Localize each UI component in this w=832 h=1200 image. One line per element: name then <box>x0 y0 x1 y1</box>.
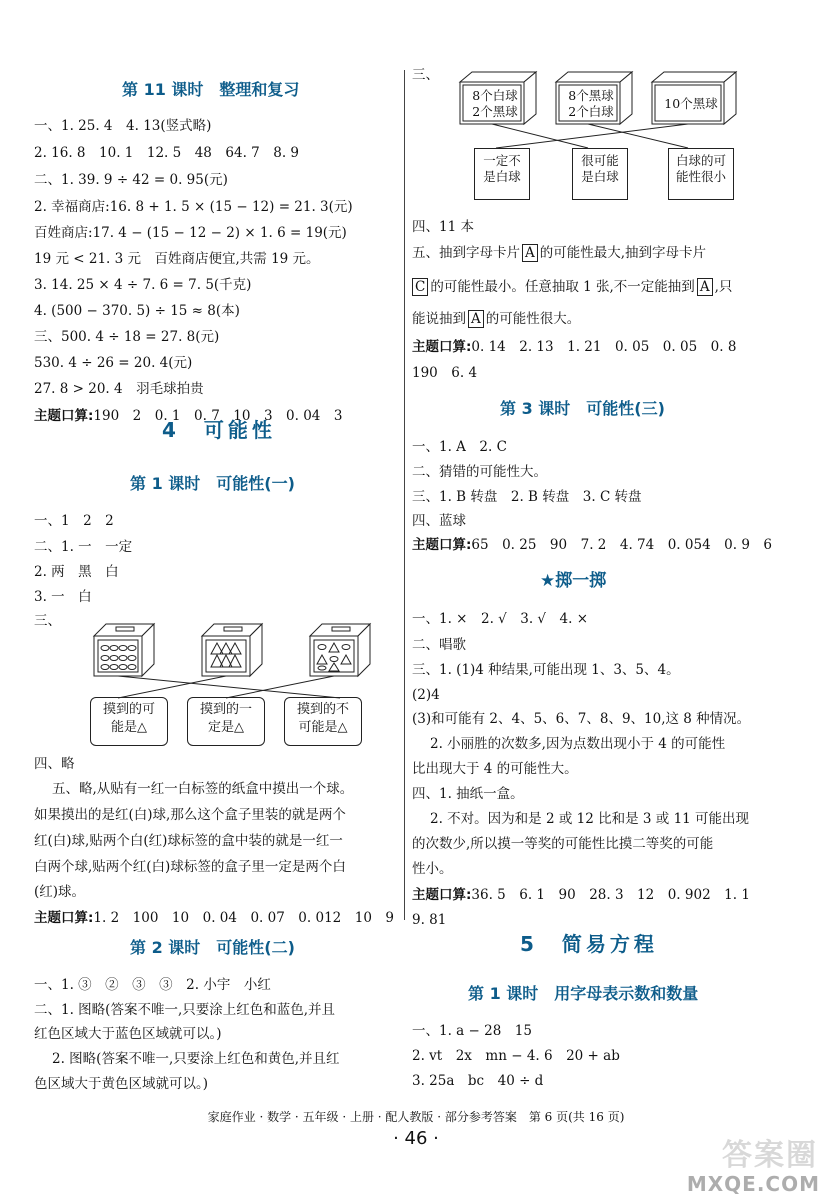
answer-line: 2. vt 2x mn − 4. 6 20 + ab <box>412 1048 620 1064</box>
answer-text: 五、抽到字母卡片 <box>412 245 520 261</box>
answer-line: 的次数少,所以摸一等奖的可能性比摸二等奖的可能 <box>412 836 714 852</box>
answer-line: 一、1. A 2. C <box>412 439 507 455</box>
answer-line: 如果摸出的是红(白)球,那么这个盒子里装的就是两个 <box>34 807 346 823</box>
answer-text: ,只 <box>714 279 733 295</box>
diagram-result-box: 白球的可 能性很小 <box>668 148 734 200</box>
answer-text: 的可能性最大,抽到字母卡片 <box>539 245 707 261</box>
oral-calc-label: 主题口算: <box>34 408 94 424</box>
answer-line: 一、1. × 2. √ 3. √ 4. × <box>412 611 589 627</box>
oral-calc-label: 主题口算: <box>34 910 94 926</box>
diagram-top-label: 8个黑球 2个白球 <box>568 88 614 119</box>
box-circles-icon <box>94 624 154 676</box>
answer-line: 530. 4 ÷ 26 = 20. 4(元) <box>34 355 193 371</box>
oral-calc-line <box>34 909 394 927</box>
chapter-4-heading: 4 可能性 <box>162 418 276 442</box>
answer-text: 的可能性最小。任意抽取 1 张,不一定能抽到 <box>430 279 695 295</box>
answer-line: 白两个球,贴两个红(白)球标签的盒子里一定是两个白 <box>34 859 346 875</box>
answer-line: 四、蓝球 <box>412 513 466 529</box>
answer-line: 二、猜错的可能性大。 <box>412 464 547 480</box>
answer-line: (红)球。 <box>34 884 86 900</box>
oral-calc-line: 190 6. 4 <box>412 365 478 381</box>
answer-line: 三、1. B 转盘 2. B 转盘 3. C 转盘 <box>412 489 642 505</box>
answer-line <box>412 310 580 328</box>
answer-line: 二、唱歌 <box>412 637 466 653</box>
oral-calc-line <box>412 886 750 904</box>
oral-calc-values: 36. 5 6. 1 90 28. 3 12 0. 902 1. 1 <box>471 887 750 903</box>
answer-line: 性小。 <box>412 861 453 877</box>
answer-line: 四、11 本 <box>412 219 474 235</box>
answer-line: 三、1. (1)4 种结果,可能出现 1、3、5、4。 <box>412 662 680 678</box>
answer-line: 27. 8 > 20. 4 羽毛球拍贵 <box>34 381 204 397</box>
answer-line <box>412 244 706 262</box>
answer-line: 4. (500 − 370. 5) ÷ 15 ≈ 8(本) <box>34 303 240 319</box>
answer-text: 能说抽到 <box>412 311 466 327</box>
page-number: · 46 · <box>393 1128 439 1149</box>
result-box: 摸到的一 定是△ <box>187 697 265 746</box>
answer-line: 3. 25a bc 40 ÷ d <box>412 1073 544 1089</box>
answer-text: 的可能性很大。 <box>485 311 581 327</box>
watermark-text: MXQE.COM <box>686 1172 820 1196</box>
answer-line <box>412 278 732 296</box>
answer-line: 一、1. ③ ② ③ ③ 2. 小宇 小红 <box>34 977 271 993</box>
letter-card-a: A <box>468 310 484 328</box>
oral-calc-label: 主题口算: <box>412 339 472 355</box>
diagram-result-box: 很可能 是白球 <box>572 148 628 200</box>
answer-line: 一、1. a − 28 15 <box>412 1023 532 1039</box>
oral-calc-line <box>412 338 736 356</box>
answer-line: 比出现大于 4 的可能性大。 <box>412 761 578 777</box>
box-triangles-icon <box>202 624 262 676</box>
lesson-5-1-heading: 第 1 课时 用字母表示数和数量 <box>468 984 699 1003</box>
box-mixed-shapes-icon <box>310 624 370 676</box>
throw-section-heading <box>540 566 606 591</box>
answer-line: 二、1. 39. 9 ÷ 42 = 0. 95(元) <box>34 172 228 188</box>
watermark-logo: 答案圈 <box>722 1138 818 1173</box>
diagram-top-label: 8个白球 2个黑球 <box>472 88 518 119</box>
lesson-2-heading: 第 2 课时 可能性(二) <box>130 938 295 957</box>
letter-card-a: A <box>697 278 713 296</box>
column-divider <box>404 70 405 920</box>
lesson-1-heading: 第 1 课时 可能性(一) <box>130 474 295 493</box>
oral-calc-line <box>412 536 772 554</box>
answer-line: 一、1. 25. 4 4. 13(竖式略) <box>34 118 212 134</box>
answer-line: 四、略 <box>34 756 75 772</box>
oral-calc-label: 主题口算: <box>412 887 472 903</box>
answer-line: 2. 图略(答案不唯一,只要涂上红色和黄色,并且红 <box>52 1051 340 1067</box>
lesson-11-heading: 第 11 课时 整理和复习 <box>122 80 300 99</box>
answer-line: 三、 <box>34 613 61 629</box>
answer-line: 2. 两 黑 白 <box>34 564 119 580</box>
page-footer: 家庭作业 · 数学 · 五年级 · 上册 · 配人教版 · 部分参考答案 第 6 页(共 16 页) <box>207 1110 625 1124</box>
diagram-top-label: 10个黑球 <box>664 96 718 111</box>
result-box: 摸到的不 可能是△ <box>284 697 362 746</box>
answer-line: 四、1. 抽纸一盒。 <box>412 786 524 802</box>
answer-line: 2. 小丽胜的次数多,因为点数出现小于 4 的可能性 <box>430 736 726 752</box>
star-icon: ★ <box>540 571 556 591</box>
oral-calc-values: 1. 2 100 10 0. 04 0. 07 0. 012 10 9 <box>93 910 395 926</box>
answer-line: 三、 <box>412 67 439 83</box>
diagram-result-box: 一定不 是白球 <box>474 148 530 200</box>
answer-line: 2. 不对。因为和是 2 或 12 比和是 3 或 11 可能出现 <box>430 811 750 827</box>
chapter-5-heading: 5 简易方程 <box>520 932 658 956</box>
answer-line: 一、1 2 2 <box>34 513 114 529</box>
oral-calc-values: 0. 14 2. 13 1. 21 0. 05 0. 05 0. 8 <box>471 339 737 355</box>
answer-line: 百姓商店:17. 4 − (15 − 12 − 2) × 1. 6 = 19(元) <box>34 225 347 241</box>
answer-line: 2. 16. 8 10. 1 12. 5 48 64. 7 8. 9 <box>34 145 300 161</box>
answer-line: 19 元 < 21. 3 元 百姓商店便宜,共需 19 元。 <box>34 251 320 267</box>
result-box: 摸到的可 能是△ <box>90 697 168 746</box>
throw-title: 掷一掷 <box>555 571 607 591</box>
oral-calc-line: 9. 81 <box>412 912 447 928</box>
answer-line: 五、略,从贴有一红一白标签的纸盒中摸出一个球。 <box>52 781 354 797</box>
answer-line: (2)4 <box>412 687 440 703</box>
oral-calc-values: 190 2 0. 1 0. 7 10 3 0. 04 3 <box>93 408 343 424</box>
oral-calc-label: 主题口算: <box>412 537 472 553</box>
letter-card-c: C <box>412 278 428 296</box>
answer-line: 三、500. 4 ÷ 18 = 27. 8(元) <box>34 329 220 345</box>
answer-line: 3. 14. 25 × 4 ÷ 7. 6 = 7. 5(千克) <box>34 277 252 293</box>
answer-line: (3)和可能有 2、4、5、6、7、8、9、10,这 8 种情况。 <box>412 711 751 727</box>
lesson-3-heading: 第 3 课时 可能性(三) <box>500 399 665 418</box>
answer-line: 红(白)球,贴两个白(红)球标签的盒中装的就是一红一 <box>34 833 343 849</box>
answer-line: 二、1. 图略(答案不唯一,只要涂上红色和蓝色,并且 <box>34 1002 336 1018</box>
answer-line: 3. 一 白 <box>34 589 92 605</box>
answer-line: 2. 幸福商店:16. 8 + 1. 5 × (15 − 12) = 21. 3(元) <box>34 199 353 215</box>
answer-line: 红色区域大于蓝色区域就可以。) <box>34 1026 222 1042</box>
answer-line: 色区域大于黄色区域就可以。) <box>34 1076 209 1092</box>
letter-card-a: A <box>522 244 538 262</box>
oral-calc-values: 65 0. 25 90 7. 2 4. 74 0. 054 0. 9 6 <box>471 537 773 553</box>
answer-line: 二、1. 一 一定 <box>34 539 133 555</box>
